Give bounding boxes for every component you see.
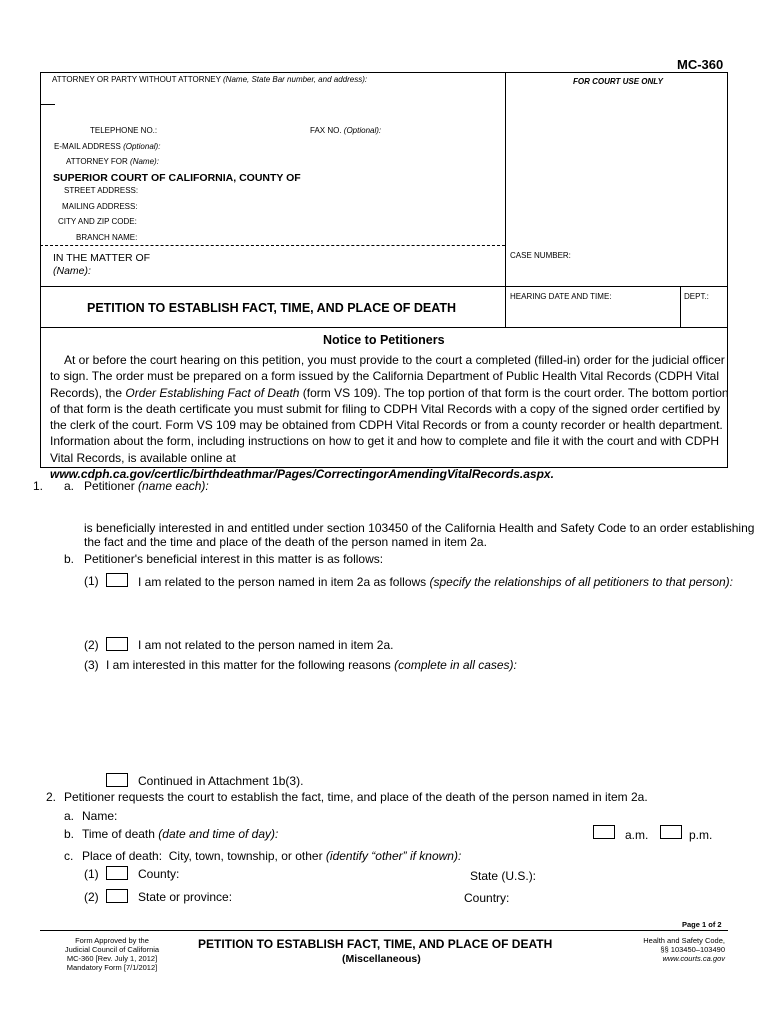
item1b3-number: (3) <box>84 658 99 672</box>
dept-input[interactable] <box>684 302 724 322</box>
not-related-checkbox[interactable] <box>106 637 128 651</box>
fax-label: FAX NO. (Optional): <box>310 126 382 135</box>
courts-site-link[interactable]: www.courts.ca.gov <box>662 954 725 963</box>
cdph-link[interactable]: www.cdph.ca.gov/certlic/birthdeathmar/Pages/CorrectingorAmendingVitalRecords.aspx. <box>50 467 554 482</box>
province-checkbox[interactable] <box>106 889 128 903</box>
country-input[interactable] <box>512 889 725 905</box>
hearing-label: HEARING DATE AND TIME: <box>510 292 612 301</box>
form-id: MC-360 <box>677 57 724 72</box>
footer-title: PETITION TO ESTABLISH FACT, TIME, AND PLACE OF DEATH <box>198 937 553 951</box>
place-of-death-label: Place of death: City, town, township, or other (identify “other” if known): <box>82 849 462 863</box>
pm-label: p.m. <box>689 828 713 842</box>
beneficial-interest-label: Petitioner's beneficial interest in this matter is as follows: <box>84 552 384 566</box>
place-of-death-input[interactable] <box>450 847 725 863</box>
am-checkbox[interactable] <box>593 825 615 839</box>
matter-hint: (Name): <box>53 265 91 277</box>
court-title: SUPERIOR COURT OF CALIFORNIA, COUNTY OF <box>53 172 301 184</box>
telephone-label: TELEPHONE NO.: <box>90 126 158 135</box>
telephone-input[interactable] <box>158 123 298 136</box>
item1-number: 1. <box>33 479 44 493</box>
item2c-letter: c. <box>64 849 74 863</box>
county-checkbox[interactable] <box>106 866 128 880</box>
name-label: Name: <box>82 809 118 823</box>
email-label: E-MAIL ADDRESS (Optional): <box>54 142 161 151</box>
caption-left-border <box>40 72 41 467</box>
time-of-death-label: Time of death (date and time of day): <box>82 827 279 841</box>
notice-title: Notice to Petitioners <box>323 333 445 347</box>
reasons-label: I am interested in this matter for the following reasons (complete in all cases): <box>106 658 517 672</box>
caption-top-border <box>40 72 728 73</box>
attorney-label: ATTORNEY OR PARTY WITHOUT ATTORNEY (Name, State Bar number, and address): <box>52 75 368 84</box>
case-number-input[interactable] <box>510 262 720 282</box>
item2c2-number: (2) <box>84 890 99 904</box>
item1b2-number: (2) <box>84 638 99 652</box>
country-label: Country: <box>464 891 510 905</box>
item1b1-number: (1) <box>84 574 99 588</box>
reasons-input[interactable] <box>106 676 725 768</box>
footer-subtitle: (Miscellaneous) <box>342 953 421 965</box>
county-label: County: <box>138 867 180 881</box>
item1a-letter: a. <box>64 479 75 493</box>
footer-rule <box>40 930 728 931</box>
continued-label: Continued in Attachment 1b(3). <box>138 774 304 788</box>
attorney-for-label: ATTORNEY FOR (Name): <box>66 157 159 166</box>
city-zip-label: CITY AND ZIP CODE: <box>58 217 137 226</box>
interest-line-1: is beneficially interested in and entitled under section 103450 of the California Health and Safety Code to an order establishing <box>84 521 755 535</box>
street-address-input[interactable] <box>140 183 500 196</box>
attorney-tick <box>41 104 55 105</box>
attorney-for-input[interactable] <box>160 154 500 167</box>
mailing-address-input[interactable] <box>140 199 500 212</box>
item2b-letter: b. <box>64 827 75 841</box>
province-label: State or province: <box>138 890 233 904</box>
continued-checkbox[interactable] <box>106 773 128 787</box>
item2-label: Petitioner requests the court to establish the fact, time, and place of the death of the person named in item 2a. <box>64 790 648 804</box>
mailing-address-label: MAILING ADDRESS: <box>62 202 138 211</box>
matter-name-input[interactable] <box>95 263 500 279</box>
county-of-input[interactable] <box>295 170 500 184</box>
matter-box-bottom <box>40 286 728 287</box>
approval-block: Form Approved by the Judicial Council of California MC-360 [Rev. July 1, 2012] Mandatory Form [7/1/2012] <box>64 936 160 972</box>
branch-name-label: BRANCH NAME: <box>76 233 138 242</box>
item1b-letter: b. <box>64 552 75 566</box>
state-us-input[interactable] <box>540 867 725 883</box>
fax-input[interactable] <box>380 123 500 136</box>
street-address-label: STREET ADDRESS: <box>64 186 139 195</box>
state-us-label: State (U.S.): <box>470 869 537 883</box>
county-input[interactable] <box>186 865 466 881</box>
city-zip-input[interactable] <box>140 214 500 227</box>
relationships-input[interactable] <box>138 592 725 632</box>
item2a-letter: a. <box>64 809 75 823</box>
court-box-bottom <box>40 245 505 246</box>
dept-divider <box>680 286 681 327</box>
matter-label: IN THE MATTER OF <box>53 252 151 264</box>
interest-line-2: the fact and the time and place of the death of the person named in item 2a. <box>84 535 487 549</box>
branch-name-input[interactable] <box>140 230 500 243</box>
court-use-only: FOR COURT USE ONLY <box>573 77 663 86</box>
title-box-bottom <box>40 327 728 328</box>
pm-checkbox[interactable] <box>660 825 682 839</box>
province-input[interactable] <box>232 888 457 904</box>
caption-divider <box>505 72 506 327</box>
petitioner-names-input[interactable] <box>210 477 725 517</box>
form-title: PETITION TO ESTABLISH FACT, TIME, AND PLACE OF DEATH <box>87 301 456 315</box>
related-label: I am related to the person named in item 2a as follows (specify the relationships of all petitioners to that person): <box>138 575 733 589</box>
attorney-name-input[interactable] <box>60 88 500 124</box>
hearing-date-input[interactable] <box>510 302 675 322</box>
decedent-name-input[interactable] <box>120 807 725 823</box>
am-label: a.m. <box>625 828 649 842</box>
code-block: Health and Safety Code, §§ 103450–103490 www.courts.ca.gov <box>560 936 725 963</box>
page-number: Page 1 of 2 <box>682 920 722 929</box>
item2-number: 2. <box>46 790 57 804</box>
not-related-label: I am not related to the person named in item 2a. <box>138 638 394 652</box>
case-number-label: CASE NUMBER: <box>510 251 571 260</box>
petitioner-label: Petitioner (name each): <box>84 479 209 493</box>
time-of-death-input[interactable] <box>275 825 585 841</box>
dept-label: DEPT.: <box>684 292 709 301</box>
email-input[interactable] <box>160 139 500 152</box>
item2c1-number: (1) <box>84 867 99 881</box>
related-checkbox[interactable] <box>106 573 128 587</box>
notice-body: At or before the court hearing on this petition, you must provide to the court a completed (filled-in) order for the judicial officer to sign. The order must be prepared on a form issued by the California Department of Public Health Vital Records (CDPH Vital Records), the Order Establishing Fact of Death (form VS 109). The top portion of that form is the court order. The bottom portion of that form is the death certificate you must submit for filing to CDPH Vital Records with a copy of the signed order certified by the clerk of the court. Form VS 109 may be obtained from CDPH Vital Records or from a county recorder or health department. Information about the form, including instructions on how to get it and how to complete and file it with the court and with CDPH Vital Records, is available online at www.cdph.ca.gov/certlic/birthdeathmar/Pages/CorrectingorAmendingVitalRecords.aspx. <box>50 353 729 482</box>
